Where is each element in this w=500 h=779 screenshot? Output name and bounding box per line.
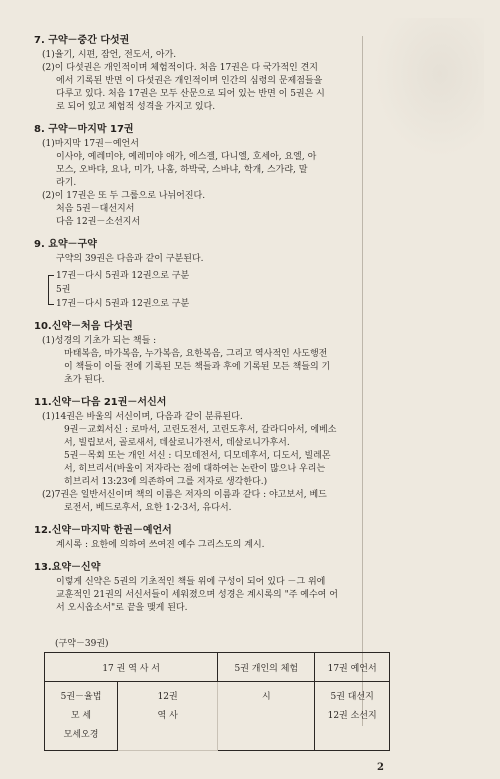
column-divider: [362, 36, 363, 726]
cell-law-line: 모 세: [70, 710, 92, 721]
cell-law-line: 모세오경: [63, 729, 99, 740]
text-line: 서 오시옵소서"로 끝을 맺게 된다.: [56, 603, 188, 613]
section-heading: 9. 요약－구약: [34, 239, 97, 250]
text-line: 라기.: [56, 178, 77, 188]
text-line: 초가 된다.: [64, 375, 105, 385]
text-line: (2)7권은 일반서신이며 책의 이름은 저자의 이름과 같다 : 야고보서, 베드: [42, 490, 327, 500]
bleed-through-shadow: [374, 18, 484, 158]
text-line: 서, 히브리서(바울이 저자라는 점에 대하여는 논란이 많으나 우리는: [64, 464, 326, 474]
cell-prophets-line: 12권 소선지: [327, 711, 377, 721]
main-text-column: [34, 34, 354, 624]
table-body-row: [45, 682, 390, 751]
text-line: 구약의 39권은 다음과 같이 구분된다.: [56, 254, 204, 264]
page-number: 2: [377, 762, 384, 773]
bracket-item: 17권－다시 5권과 12권으로 구분: [56, 299, 190, 309]
text-line: 모스, 오바댜, 요나, 미가, 나훔, 하박국, 스바냐, 학개, 스가랴, 말: [56, 165, 308, 175]
section: [34, 524, 354, 552]
text-line: 이 책들이 이들 전에 기록된 모든 책들과 후에 기록된 모든 책들의 기: [64, 362, 331, 372]
section: [34, 123, 354, 229]
table-header-row: [45, 653, 390, 682]
text-line: 교훈적인 21권의 서신서들이 세워졌으며 성경은 계시록의 "주 예수여 어: [56, 590, 338, 600]
section: [34, 561, 354, 615]
cell-law-line: 5권－율법: [60, 691, 102, 702]
text-line: 계시록 : 요한에 의하여 쓰여진 예수 그리스도의 계시.: [56, 540, 265, 550]
section-heading: 7. 구약－중간 다섯권: [34, 35, 130, 46]
bracket-item: 17권－다시 5권과 12권으로 구분: [56, 271, 190, 281]
cell-history-line: 역 사: [157, 711, 178, 721]
section-heading: 13.요약－신약: [34, 562, 101, 573]
header-personal-experience: 5권 개인의 체험: [218, 653, 315, 682]
cell-law: [45, 682, 118, 751]
old-testament-summary-table: [44, 652, 390, 751]
text-line: (1)14권은 바울의 서신이며, 다음과 같이 분류된다.: [42, 412, 243, 422]
section: [34, 34, 354, 114]
bracket-list: [48, 269, 354, 311]
section-heading: 8. 구약－마지막 17권: [34, 124, 134, 135]
cell-poetry: [218, 682, 315, 751]
text-line: (2)이 17권은 또 두 그룹으로 나뉘어진다.: [42, 191, 206, 201]
text-line: 이사야, 예레미야, 예레미야 애가, 에스겔, 다니엘, 호세아, 요엘, 아: [56, 152, 317, 162]
text-line: 로전서, 베드로후서, 요한 1·2·3서, 유다서.: [64, 503, 232, 513]
section: [34, 396, 354, 515]
header-prophecy-books: 17권 예언서: [315, 653, 390, 682]
cell-history: [118, 682, 218, 751]
text-line: 히브리서 13:23에 의존하여 그를 저자로 생각한다.): [64, 477, 268, 487]
text-line: 다음 12권－소선지서: [56, 217, 141, 227]
text-line: 다루고 있다. 처음 17권은 모두 산문으로 되어 있는 반면 이 5권은 시: [56, 89, 325, 99]
text-line: 9권－교회서신 : 로마서, 고린도전서, 고린도후서, 갈라디아서, 에베소: [64, 425, 337, 435]
text-line: 에서 기록된 반면 이 다섯권은 개인적이며 인간의 심령의 문제점들을: [56, 76, 323, 86]
text-line: 이렇게 신약은 5권의 기초적인 책들 위에 구성이 되어 있다 －그 위에: [56, 577, 326, 587]
text-line: 5권－목회 또는 개인 서신 : 디모데전서, 디모데후서, 디도서, 빌레몬: [64, 451, 331, 461]
text-line: 마태복음, 마가복음, 누가복음, 요한복음, 그리고 역사적인 사도행전: [64, 349, 328, 359]
header-history-books: 17 권 역 사 서: [45, 653, 218, 682]
section: [34, 238, 354, 311]
cell-prophets: [315, 682, 390, 751]
text-line: (1)마지막 17권－예언서: [42, 139, 139, 149]
section-heading: 11.신약－다음 21권－서신서: [34, 397, 167, 408]
text-line: 서, 빌립보서, 골로새서, 데살로니가전서, 데살로니가후서.: [64, 438, 290, 448]
cell-prophets-line: 5권 대선지: [330, 692, 374, 702]
section: [34, 320, 354, 387]
cell-history-line: 12권: [157, 692, 178, 702]
table-caption: (구약－39권): [55, 639, 109, 649]
text-line: (2)이 다섯권은 개인적이며 체험적이다. 처음 17권은 다 국가적인 견지: [42, 63, 318, 73]
text-line: (1)율기, 시편, 잠언, 전도서, 아가.: [42, 50, 177, 60]
section-heading: 10.신약－처음 다섯권: [34, 321, 133, 332]
cell-poetry-line: 시: [261, 692, 271, 702]
text-line: 처음 5권－대선지서: [56, 204, 135, 214]
bracket-item: 5권: [56, 285, 71, 295]
text-line: 로 되어 있고 체험적 성격을 가지고 있다.: [56, 102, 216, 112]
text-line: (1)성경의 기초가 되는 책들 :: [42, 336, 157, 346]
section-heading: 12.신약－마지막 한권－예언서: [34, 525, 172, 536]
